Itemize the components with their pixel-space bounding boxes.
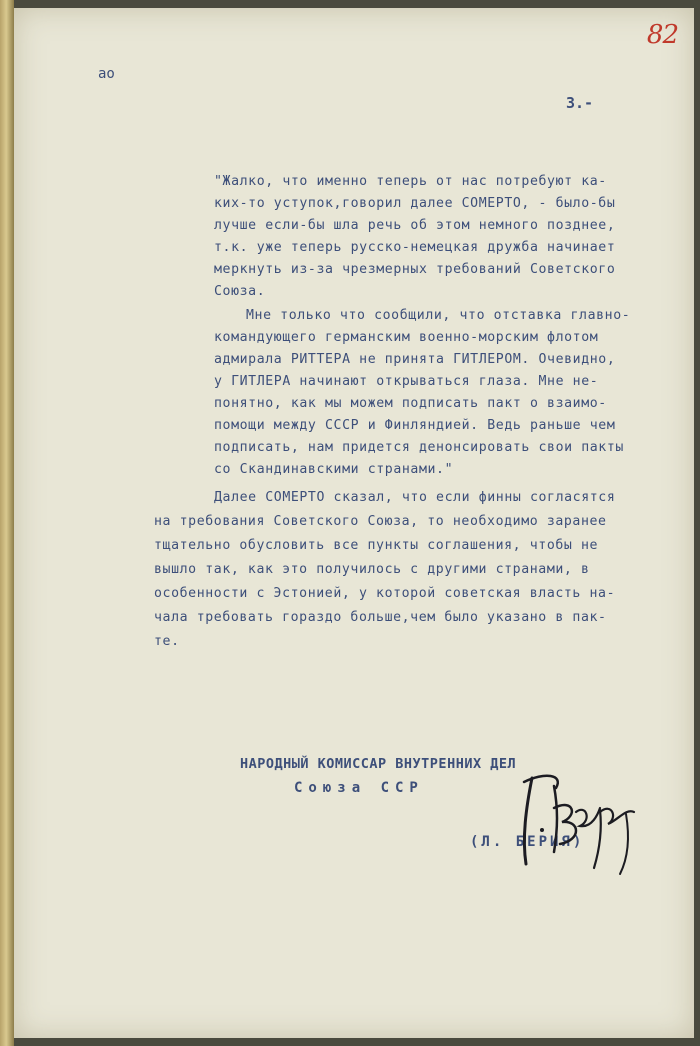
top-left-marker: ао — [98, 66, 115, 82]
text-line: Союза. — [214, 284, 266, 299]
text-line: со Скандинавскими странами." — [214, 462, 454, 477]
text-line: чала требовать гораздо больше,чем было указано в пак- — [154, 610, 607, 625]
signatory-organization: Союза ССР — [294, 780, 424, 796]
page-number: 3.- — [566, 94, 594, 112]
left-binding-edge — [0, 0, 14, 1046]
signatory-title: НАРОДНЫЙ КОМИССАР ВНУТРЕННИХ ДЕЛ — [240, 756, 517, 772]
text-line: те. — [154, 634, 180, 649]
handwritten-signature — [514, 768, 644, 878]
text-line: командующего германским военно-морским флотом — [214, 330, 599, 345]
folio-number: 82 — [646, 20, 678, 50]
text-line: тщательно обусловить все пункты соглашения, чтобы не — [154, 538, 599, 553]
text-line: ких-то уступок,говорил далее СОМЕРТО, - было-бы — [214, 196, 616, 211]
text-line: Мне только что сообщили, что отставка главно- — [246, 308, 631, 323]
text-line: подписать, нам придется денонсировать свои пакты — [214, 440, 624, 455]
text-line: меркнуть из-за чрезмерных требований Советского — [214, 262, 616, 277]
text-line: у ГИТЛЕРА начинают открываться глаза. Мне не- — [214, 374, 599, 389]
text-line: помощи между СССР и Финляндией. Ведь раньше чем — [214, 418, 616, 433]
text-line: на требования Советского Союза, то необходимо заранее — [154, 514, 607, 529]
text-line: лучше если-бы шла речь об этом немного позднее, — [214, 218, 616, 233]
text-line: "Жалко, что именно теперь от нас потребуют ка- — [214, 174, 607, 189]
text-line: адмирала РИТТЕРА не принята ГИТЛЕРОМ. Очевидно, — [214, 352, 616, 367]
text-line: т.к. уже теперь русско-немецкая дружба начинает — [214, 240, 616, 255]
signatory-name: (Л. БЕРИЯ) — [470, 834, 585, 850]
text-line: Далее СОМЕРТО сказал, что если финны согласятся — [214, 490, 616, 505]
text-line: особенности с Эстонией, у которой советская власть на- — [154, 586, 616, 601]
text-line: понятно, как мы можем подписать пакт о взаимо- — [214, 396, 607, 411]
document-page — [14, 8, 694, 1038]
text-line: вышло так, как это получилось с другими странами, в — [154, 562, 590, 577]
